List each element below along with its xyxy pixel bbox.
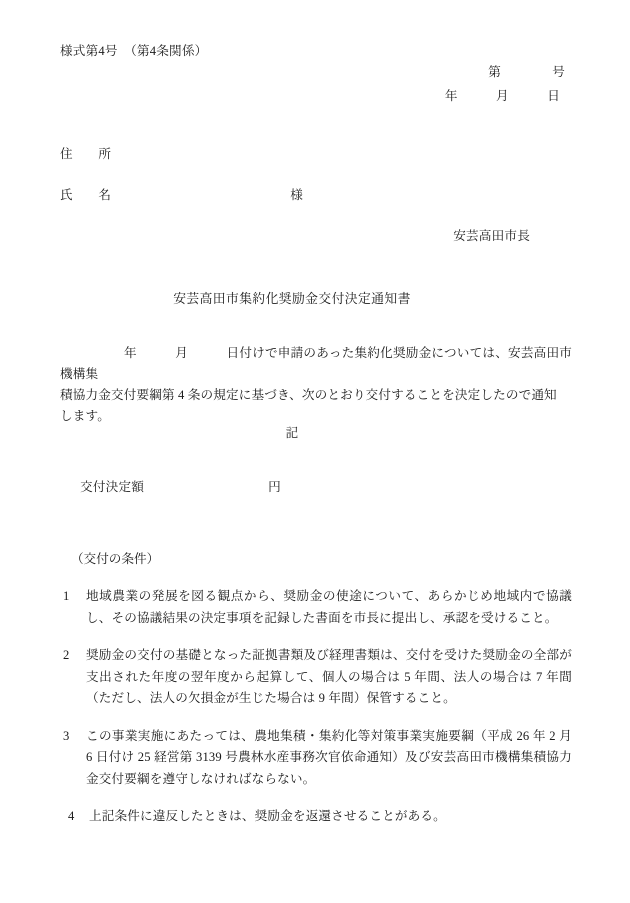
condition-number: 3 — [63, 728, 70, 743]
recipient-name-label: 氏 名 様 — [60, 188, 304, 202]
grant-amount-label: 交付決定額 — [80, 479, 145, 494]
condition-item-1 — [60, 586, 572, 629]
document-body — [60, 0, 572, 903]
document-serial-number: 第 号 — [488, 65, 565, 79]
recipient-address-label: 住 所 — [60, 147, 112, 161]
intro-paragraph — [60, 343, 572, 427]
condition-number: 1 — [63, 589, 70, 603]
conditions-heading: （交付の条件） — [71, 552, 160, 566]
condition-item-2 — [60, 645, 572, 710]
intro-line-3: します。 — [60, 409, 110, 423]
condition-text: 奨励金の交付の基礎となった証拠書類及び経理書類は、交付を受けた奨励金の全部が支出された年度の翌年度から起算して、個人の場合は 5 年間、法人の場合は 7 年間（ただし、法人の欠損金が生じた場合は 9 年間）保管すること。 — [86, 648, 572, 705]
intro-line-1: 年 月 日付けで申請のあった集約化奨励金については、安芸高田市機構集 — [60, 346, 572, 381]
grant-amount-unit: 円 — [268, 479, 281, 494]
conditions-section — [60, 549, 572, 828]
condition-text: 上記条件に違反したときは、奨励金を返還させることがある。 — [89, 809, 446, 823]
intro-line-2: 積協力金交付要綱第 4 条の規定に基づき、次のとおり交付することを決定したので通知 — [60, 388, 557, 402]
condition-item-4 — [60, 806, 572, 828]
condition-number: 4 — [68, 809, 75, 823]
page-title: 安芸高田市集約化奨励金交付決定通知書 — [173, 292, 411, 306]
condition-text: この事業実施にあたっては、農地集積・集約化等対策事業実施要綱（平成 26 年 2 月 6 日付け 25 経営第 3139 号農林水産事務次官依命通知）及び安芸高田市機構集積協力金交付要綱を遵守しなければならない。 — [86, 728, 572, 786]
document-date: 年 月 日 — [444, 89, 560, 103]
ki-mark: 記 — [285, 426, 299, 440]
condition-text: 地域農業の発展を図る観点から、奨励金の使途について、あらかじめ地域内で協議し、その協議結果の決定事項を記録した書面を市長に提出し、承認を受けること。 — [86, 589, 572, 625]
condition-item-3 — [60, 726, 572, 791]
form-number: 様式第4号 （第4条関係） — [60, 44, 208, 58]
issuer-title: 安芸高田市長 — [453, 229, 530, 243]
grant-amount-row — [60, 468, 572, 506]
condition-number: 2 — [63, 648, 70, 662]
